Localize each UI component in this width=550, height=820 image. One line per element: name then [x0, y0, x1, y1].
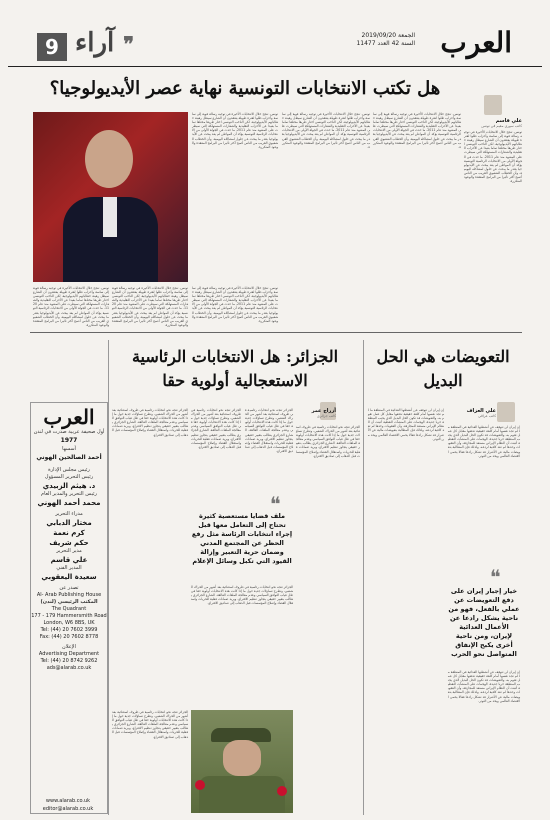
author-name: علي قاسم: [495, 118, 522, 124]
top-article-photo: [33, 112, 188, 282]
section-label: آراء: [75, 28, 115, 58]
bottom-article-column: الجزائر تتجه نحو انتخابات رئاسية في ظروف استثنائية بعد أشهر من الحراك الشعبي، وتطرح تساؤلات جدية حول ما إذا كانت هذه الانتخابات أولوية حقا في ظل غياب التوافق السياسي وعدم معالجة الملفات العالقة. الشارع الجزائري يطالب بتغيير حقيقي يتجاوز تنظيم الاقتراع، ويريد ضمانات فعلية للحريات واستقلال القضاء وإصلاح المؤسسات قبل الذهاب إلى صناديق الاقتراع.: [112, 710, 188, 739]
column-rule: [363, 340, 364, 815]
face-shape: [223, 740, 261, 776]
directors-label: مدراء التحرير: [55, 511, 83, 517]
art-director-label: المدير الفني: [56, 565, 82, 571]
author-name: أزراج عمر: [311, 408, 336, 414]
top-article-column: تونس، تنجح خلال الانتخابات الأخيرة في توجيه رسالة قوية إلى ساسة وأحزاب ظلوا لفترة طويلة يعتقدون أن الشارع سيظل رهينة خطاباتهم الأيديولوجية، لكن الناخب التونسي اختار طريقا مختلفا تماما بعيدا عن الأحزاب التقليدية والشعارات المستهلكة التي سيطرت على المشهد منذ عام 2011. ما حدث في الجولة الأولى من الانتخابات الرئاسية التونسية يؤكد أن المواطن لم يعد يبحث عن الأيديولوجيا بقدر ما يبحث عن حلول لمشاكله اليومية، وأن الخطاب الشعبوي القريب من الناس أصبح أكثر تأثيرا من البرامج المعقدة والوعود المتكررة.: [281, 112, 370, 149]
author-portrait: [484, 95, 502, 115]
manager-label: مدير التحرير: [56, 548, 82, 554]
ads-phone: Tel: (44) 20 8742 9262: [40, 658, 98, 664]
board-name: د. هيثم الزبيدي: [42, 482, 96, 490]
board-sub-label: رئيس التحرير المسؤول: [44, 474, 94, 480]
editor-email-link[interactable]: editor@alarab.co.uk: [42, 806, 94, 812]
top-article-column: تونس، تنجح خلال الانتخابات الأخيرة في توجيه رسالة قوية إلى ساسة وأحزاب ظلوا لفترة طويلة يعتقدون أن الشارع سيظل رهينة خطاباتهم الأيديولوجية، لكن الناخب التونسي اختار طريقا مختلفا تماما بعيدا عن الأحزاب التقليدية والشعارات المستهلكة التي سيطرت على المشهد منذ عام 2011. ما حدث في الجولة الأولى من الانتخابات الرئاسية التونسية يؤكد أن المواطن لم يعد يبحث عن الأيديولوجيا بقدر ما يبحث عن حلول لمشاكله اليومية، وأن الخطاب الشعبوي القريب من الناس أصبح أكثر تأثيرا من البرامج المعقدة والوعود المتكررة.: [112, 286, 188, 327]
date-line: الجمعة 2019/09/20: [361, 32, 415, 39]
publisher-en: Al- Arab Publishing House: [36, 592, 102, 598]
director-name: مختار الدبابي: [46, 519, 92, 527]
publisher-label: تصدر عن: [59, 585, 79, 591]
masthead-box: [30, 402, 108, 814]
ads-department: Advertising Department: [38, 651, 100, 657]
phone-number: Tel: (44) 20 7602 3999: [40, 627, 98, 633]
right-author: [448, 408, 496, 418]
right-column-headline: التعويضات هي الحل البديل: [376, 347, 510, 390]
top-article-headline: هل تكتب الانتخابات التونسية نهاية عصر الأيديولوجيا؟: [49, 78, 441, 99]
issue-line: السنة 42 العدد 11477: [356, 40, 415, 47]
right-article-column: إن إيران لن تتوقف عن أنشطتها العدائية في المنطقة ما لم تجد نفسها أمام كلفة حقيقية تدفعها مقابل كل عمل تقوم به، والتعويضات قد تكون الحل البديل الذي يجنب المنطقة حربا جديدة. الهجمات على المنشآت النفطية أثبتت أن النظام الإيراني مستعد للمجازفة، وأن العقوبات وحدها لم تعد كافية لردعه، ولذلك فإن المطالبة بتعويضات مالية عن الأضرار قد تشكل رادعا فعالا يحمي الاقتصاد العالمي ويحد من التوتر.: [448, 425, 520, 458]
masthead-logo: العرب: [43, 405, 95, 429]
editor-name: محمد أحمد الهوني: [37, 499, 101, 507]
address-line: London, W6 8BS, UK: [43, 620, 95, 626]
fax-number: Fax: (44) 20 7602 8778: [39, 634, 99, 640]
website-link[interactable]: www.alarab.co.uk: [45, 798, 91, 804]
founder-name: أحمد الصالحين الهوني: [36, 454, 102, 461]
right-pull-quote: خيار إجبار إيران على دفع التعويضات عن عملي بالفعل، فهو من ناحية يشكل رادعا عن الأعمال العدائية لإيران، ومن ناحية أخرى يكبح الإنفاق المتواصل نحو الحرب: [448, 587, 520, 658]
masthead-tagline: أول صحيفة عربية صدرت في لندن: [33, 429, 105, 435]
quote-mark-icon: ❝: [270, 492, 281, 516]
bottom-article-photo: [191, 710, 293, 813]
bottom-article-column: الجزائر تتجه نحو انتخابات رئاسية في ظروف استثنائية بعد أشهر من الحراك الشعبي، وتطرح تساؤلات جدية حول ما إذا كانت هذه الانتخابات أولوية حقا في ظل غياب التوافق السياسي وعدم معالجة الملفات العالقة. الشارع الجزائري يطالب بتغيير حقيقي يتجاوز تنظيم الاقتراع، ويريد ضمانات فعلية للحريات واستقلال القضاء وإصلاح المؤسسات قبل الذهاب إلى صناديق الاقتراع.: [191, 408, 241, 449]
flower-shape: [195, 780, 205, 790]
top-article-column: تونس، تنجح خلال الانتخابات الأخيرة في توجيه رسالة قوية إلى ساسة وأحزاب ظلوا لفترة طويلة يعتقدون أن الشارع سيظل رهينة خطاباتهم الأيديولوجية، لكن الناخب التونسي اختار طريقا مختلفا تماما بعيدا عن الأحزاب التقليدية والشعارات المستهلكة التي سيطرت على المشهد منذ عام 2011. ما حدث في الجولة الأولى من الانتخابات الرئاسية التونسية يؤكد أن المواطن لم يعد يبحث عن الأيديولوجيا بقدر ما يبحث عن حلول لمشاكله اليومية، وأن الخطاب الشعبوي القريب من الناس أصبح أكثر تأثيرا من البرامج المعقدة والوعود المتكررة.: [464, 130, 522, 184]
bottom-article-column: الجزائر تتجه نحو انتخابات رئاسية في ظروف استثنائية بعد أشهر من الحراك الشعبي، وتطرح تساؤلات جدية حول ما إذا كانت هذه الانتخابات أولوية حقا في ظل غياب التوافق السياسي وعدم معالجة الملفات العالقة. الشارع الجزائري يطالب بتغيير حقيقي يتجاوز تنظيم الاقتراع، ويريد ضمانات فعلية للحريات واستقلال القضاء وإصلاح المؤسسات قبل الذهاب إلى صناديق الاقتراع.: [296, 425, 360, 458]
author-role: كاتب عراقي: [478, 414, 496, 418]
masthead-founded: 1977: [60, 437, 78, 444]
issue-info: [325, 32, 415, 48]
quote-mark-icon: ❞: [123, 32, 135, 56]
author-role: كاتب جزائري: [317, 414, 336, 418]
top-article-column: تونس، تنجح خلال الانتخابات الأخيرة في توجيه رسالة قوية إلى ساسة وأحزاب ظلوا لفترة طويلة يعتقدون أن الشارع سيظل رهينة خطاباتهم الأيديولوجية، لكن الناخب التونسي اختار طريقا مختلفا تماما بعيدا عن الأحزاب التقليدية والشعارات المستهلكة التي سيطرت على المشهد منذ عام 2011. ما حدث في الجولة الأولى من الانتخابات الرئاسية التونسية يؤكد أن المواطن لم يعد يبحث عن الأيديولوجيا بقدر ما يبحث عن حلول لمشاكله اليومية، وأن الخطاب الشعبوي القريب من الناس أصبح أكثر تأثيرا من البرامج المعقدة والوعود المتكررة.: [372, 112, 461, 149]
publisher-ar: المكتب الرئيسي (لندن): [40, 599, 98, 605]
column-rule: [108, 340, 109, 815]
author-portrait: [497, 402, 515, 422]
section-divider: [30, 332, 522, 333]
bottom-pull-quote: ملف قضايا مستعصية كثيرة تحتاج إلى التعامل معها قبل إجراء انتخابات الرئاسة مثل رفع الحظر عن المجتمع المدني وضمان حرية التعبير وإزالة القيود التي تكبل وسائل الإعلام: [191, 512, 293, 565]
face-shape: [85, 130, 133, 188]
section-title: [75, 28, 165, 64]
ads-label: الإعلان: [62, 644, 76, 650]
bottom-author: [296, 408, 336, 418]
page-number: 9: [37, 33, 67, 61]
director-name: كرم نعمة: [53, 529, 85, 537]
quote-mark-icon: ❝: [490, 565, 501, 589]
top-author: [462, 118, 522, 128]
address-line: The Quadrant: [51, 606, 87, 612]
editor-label: رئيس التحرير والمدير العام: [41, 491, 97, 497]
header-divider: [8, 66, 542, 67]
bottom-article-headline: الجزائر: هل الانتخابات الرئاسية الاستعجالية أولوية حقا: [131, 347, 339, 390]
top-article-column: تونس، تنجح خلال الانتخابات الأخيرة في توجيه رسالة قوية إلى ساسة وأحزاب ظلوا لفترة طويلة يعتقدون أن الشارع سيظل رهينة خطاباتهم الأيديولوجية، لكن الناخب التونسي اختار طريقا مختلفا تماما بعيدا عن الأحزاب التقليدية والشعارات المستهلكة التي سيطرت على المشهد منذ عام 2011. ما حدث في الجولة الأولى من الانتخابات الرئاسية التونسية يؤكد أن المواطن لم يعد يبحث عن الأيديولوجيا بقدر ما يبحث عن حلول لمشاكله اليومية، وأن الخطاب الشعبوي القريب من الناس أصبح أكثر تأثيرا من البرامج المعقدة والوعود المتكررة.: [192, 112, 278, 149]
bottom-article-column: الجزائر تتجه نحو انتخابات رئاسية في ظروف استثنائية بعد أشهر من الحراك الشعبي، وتطرح تساؤلات جدية حول ما إذا كانت هذه الانتخابات أولوية حقا في ظل غياب التوافق السياسي وعدم معالجة الملفات العالقة. الشارع الجزائري يطالب بتغيير حقيقي يتجاوز تنظيم الاقتراع، ويريد ضمانات فعلية للحريات واستقلال القضاء وإصلاح المؤسسات قبل الذهاب إلى صناديق الاقتراع.: [245, 408, 293, 453]
author-name: علي العزاف: [466, 408, 496, 414]
top-article-column: تونس، تنجح خلال الانتخابات الأخيرة في توجيه رسالة قوية إلى ساسة وأحزاب ظلوا لفترة طويلة يعتقدون أن الشارع سيظل رهينة خطاباتهم الأيديولوجية، لكن الناخب التونسي اختار طريقا مختلفا تماما بعيدا عن الأحزاب التقليدية والشعارات المستهلكة التي سيطرت على المشهد منذ عام 2011. ما حدث في الجولة الأولى من الانتخابات الرئاسية التونسية يؤكد أن المواطن لم يعد يبحث عن الأيديولوجيا بقدر ما يبحث عن حلول لمشاكله اليومية، وأن الخطاب الشعبوي القريب من الناس أصبح أكثر تأثيرا من البرامج المعقدة والوعود المتكررة.: [192, 286, 278, 323]
bottom-article-column: الجزائر تتجه نحو انتخابات رئاسية في ظروف استثنائية بعد أشهر من الحراك الشعبي، وتطرح تساؤلات جدية حول ما إذا كانت هذه الانتخابات أولوية حقا في ظل غياب التوافق السياسي وعدم معالجة الملفات العالقة. الشارع الجزائري يطالب بتغيير حقيقي يتجاوز تنظيم الاقتراع، ويريد ضمانات فعلية للحريات واستقلال القضاء وإصلاح المؤسسات قبل الذهاب إلى صناديق الاقتراع.: [191, 585, 293, 606]
right-article-column: إن إيران لن تتوقف عن أنشطتها العدائية في المنطقة ما لم تجد نفسها أمام كلفة حقيقية تدفعها مقابل كل عمل تقوم به، والتعويضات قد تكون الحل البديل الذي يجنب المنطقة حربا جديدة. الهجمات على المنشآت النفطية أثبتت أن النظام الإيراني مستعد للمجازفة، وأن العقوبات وحدها لم تعد كافية لردعه، ولذلك فإن المطالبة بتعويضات مالية عن الأضرار قد تشكل رادعا فعالا يحمي الاقتصاد العالمي ويحد من التوتر.: [368, 408, 444, 441]
newspaper-logo: العرب: [440, 26, 512, 59]
board-label: رئيس مجلس الإدارة: [48, 467, 90, 473]
address-line: 177 - 179 Hammersmith Road: [31, 613, 107, 619]
bottom-article-column: الجزائر تتجه نحو انتخابات رئاسية في ظروف استثنائية بعد أشهر من الحراك الشعبي، وتطرح تساؤلات جدية حول ما إذا كانت هذه الانتخابات أولوية حقا في ظل غياب التوافق السياسي وعدم معالجة الملفات العالقة. الشارع الجزائري يطالب بتغيير حقيقي يتجاوز تنظيم الاقتراع، ويريد ضمانات فعلية للحريات واستقلال القضاء وإصلاح المؤسسات قبل الذهاب إلى صناديق الاقتراع.: [112, 408, 188, 437]
founder-label: أسسها: [62, 446, 76, 452]
director-name: حكم شريف: [49, 539, 89, 547]
shirt-shape: [103, 197, 117, 237]
top-article-column: تونس، تنجح خلال الانتخابات الأخيرة في توجيه رسالة قوية إلى ساسة وأحزاب ظلوا لفترة طويلة يعتقدون أن الشارع سيظل رهينة خطاباتهم الأيديولوجية، لكن الناخب التونسي اختار طريقا مختلفا تماما بعيدا عن الأحزاب التقليدية والشعارات المستهلكة التي سيطرت على المشهد منذ عام 2011. ما حدث في الجولة الأولى من الانتخابات الرئاسية التونسية يؤكد أن المواطن لم يعد يبحث عن الأيديولوجيا بقدر ما يبحث عن حلول لمشاكله اليومية، وأن الخطاب الشعبوي القريب من الناس أصبح أكثر تأثيرا من البرامج المعقدة والوعود المتكررة.: [33, 286, 109, 327]
ads-email: ads@alarab.co.uk: [46, 665, 92, 671]
author-role: كاتب سوري مقيم في تونس: [481, 124, 522, 128]
right-article-column: إن إيران لن تتوقف عن أنشطتها العدائية في المنطقة ما لم تجد نفسها أمام كلفة حقيقية تدفعها مقابل كل عمل تقوم به، والتعويضات قد تكون الحل البديل الذي يجنب المنطقة حربا جديدة. الهجمات على المنشآت النفطية أثبتت أن النظام الإيراني مستعد للمجازفة، وأن العقوبات وحدها لم تعد كافية لردعه، ولذلك فإن المطالبة بتعويضات مالية عن الأضرار قد تشكل رادعا فعالا يحمي الاقتصاد العالمي ويحد من التوتر.: [448, 670, 520, 703]
manager-name: علي قاسم: [50, 556, 88, 564]
art-director-name: سعيدة اليعقوبي: [41, 573, 97, 581]
uniform-shape: [199, 776, 285, 813]
flower-shape: [277, 786, 287, 796]
